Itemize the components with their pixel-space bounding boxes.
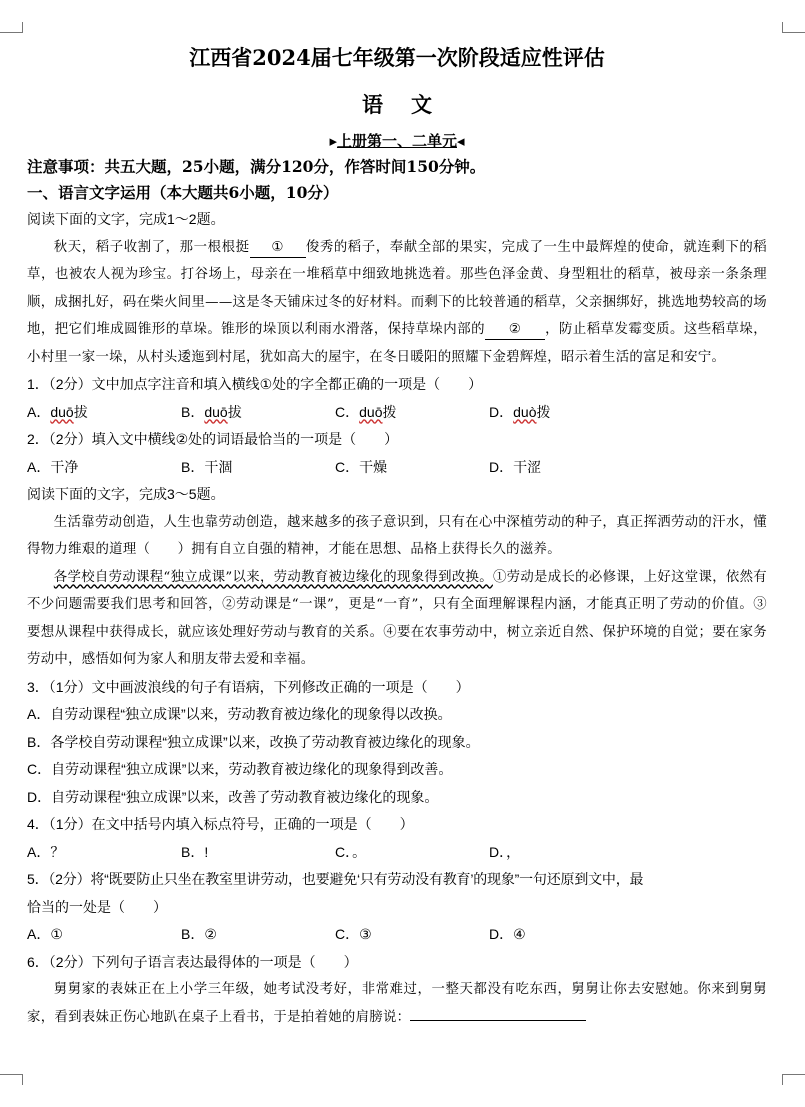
scope-text: 上册第一、二单元 bbox=[336, 132, 457, 150]
option-b: B．duō拔 bbox=[181, 403, 242, 420]
exam-page bbox=[27, 40, 767, 1031]
option-a: A．干净 bbox=[27, 458, 79, 475]
reading-intro-1: 阅读下面的文字，完成1～2题。 bbox=[27, 211, 225, 227]
wavy-sentence: 各学校自劳动课程“独立成课”以来，劳动教育被边缘化的现象得到改换。 bbox=[53, 569, 493, 585]
option-b: B．! bbox=[181, 843, 209, 860]
option-d: D．④ bbox=[489, 926, 526, 942]
option-d: D．， bbox=[489, 843, 521, 860]
exam-scope: ▸上册第一、二单元◂ bbox=[329, 132, 465, 150]
question-2-options bbox=[27, 454, 767, 482]
passage-1: 秋天，稻子收割了，那一根根挺 ① 俊秀的稻子，奉献全部的果实，完成了一生中最辉煌的使命，就连剩下的稻草，也被农人视为珍宝。打谷场上，母亲在一堆稻草中细致地挑选着。那些色泽金黄、身型粗壮的稻草，被母亲一条条理顺，成捆扎好，码在柴火间里——这是冬天铺床过冬的好材料。而剩下的比较普通的稻草，父亲捆绑好，挑选地势较高的场地，把它们堆成圆锥形的草垛。锥形的垛顶以利雨水滑落，保持草垛内部的 ② ，防止稻草发霉变质。这些稻草垛，小村里一家一垛，从村头逶迤到村尾，犹如高大的屋宇，在冬日暖阳的照耀下金碧辉煌，昭示着生活的富足和安宁。 bbox=[27, 239, 767, 365]
question-1-stem: 1．（2分）文中加点字注音和填入横线①处的字全都正确的一项是（ ） bbox=[27, 376, 483, 392]
question-1-options bbox=[27, 399, 767, 427]
crop-mark-top-left bbox=[0, 22, 23, 33]
blank-2: ② bbox=[485, 321, 545, 340]
question-2-stem: 2．（2分）填入文中横线②处的词语最恰当的一项是（ ） bbox=[27, 431, 399, 447]
option-a: A．自劳动课程“独立成课”以来，劳动教育被边缘化的现象得以改换。 bbox=[27, 706, 452, 722]
section-heading: 一、语言文字运用（本大题共6小题，10分） bbox=[27, 183, 339, 202]
crop-mark-bottom-right bbox=[782, 1074, 805, 1085]
option-c: C．干燥 bbox=[335, 458, 388, 475]
option-b: B．② bbox=[181, 926, 217, 942]
option-c: C．。 bbox=[335, 843, 367, 860]
option-a: A．？ bbox=[27, 843, 65, 860]
option-b: B．各学校自劳动课程“独立成课”以来，改换了劳动教育被边缘化的现象。 bbox=[27, 733, 480, 750]
option-d: D．干涩 bbox=[489, 458, 542, 475]
question-4-stem: 4．（1分）在文中括号内填入标点符号，正确的一项是（ ） bbox=[27, 816, 414, 832]
option-a: A．① bbox=[27, 926, 63, 942]
notice: 注意事项：共五大题，25小题，满分120分，作答时间150分钟。 bbox=[27, 157, 486, 176]
passage-2-paragraph-2: 各学校自劳动课程“独立成课”以来，劳动教育被边缘化的现象得到改换。①劳动是成长的必修课，上好这堂课，依然有不少问题需要我们思考和回答，②劳动课是“一课”，更是“一育”，只有全面理解课程内涵，才能真正明了劳动的价值。③要想从课程中获得成长，就应该处理好劳动与教育的关系。④要在农事劳动中，树立亲近自然、保护环境的自觉；要在家务劳动中，感悟如何为家人和朋友带去爱和幸福。 bbox=[27, 569, 767, 667]
option-d: D．duò拨 bbox=[489, 403, 551, 420]
blank-1: ① bbox=[250, 239, 306, 258]
question-6-scenario: 舅舅家的表妹正在上小学三年级，她考试没考好，非常难过，一整天都没有吃东西，舅舅让你去安慰她。你来到舅舅家，看到表妹正伤心地趴在桌子上看书，于是拍着她的肩膀说： bbox=[27, 982, 767, 1025]
reading-intro-2: 阅读下面的文字，完成3～5题。 bbox=[27, 486, 225, 502]
question-5-stem-line-2: 恰当的一处是（ ） bbox=[27, 898, 167, 915]
question-5-stem-line-1: 5．（2分）将“既要防止只坐在教室里讲劳动，也要避免‘只有劳动没有教育’的现象”一句还原到文中，最 bbox=[27, 871, 644, 887]
question-4-options bbox=[27, 839, 767, 867]
exam-title: 江西省2024届七年级第一次阶段适应性评估 bbox=[189, 45, 605, 70]
option-c: C．自劳动课程“独立成课”以来，劳动教育被边缘化的现象得到改善。 bbox=[27, 761, 453, 777]
option-a: A．duō拔 bbox=[27, 403, 88, 420]
option-d: D．自劳动课程“独立成课”以来，改善了劳动教育被边缘化的现象。 bbox=[27, 788, 439, 805]
option-c: C．③ bbox=[335, 926, 372, 942]
crop-mark-top-right bbox=[782, 22, 805, 33]
crop-mark-bottom-left bbox=[0, 1074, 23, 1085]
option-b: B．干涸 bbox=[181, 458, 233, 475]
question-6-stem: 6．（2分）下列句子语言表达最得体的一项是（ ） bbox=[27, 953, 358, 970]
option-c: C．duō拨 bbox=[335, 403, 397, 420]
question-5-options bbox=[27, 921, 767, 949]
answer-blank bbox=[410, 1004, 586, 1021]
question-3-stem: 3．（1分）文中画波浪线的句子有语病，下列修改正确的一项是（ ） bbox=[27, 678, 470, 695]
passage-2-paragraph-1: 生活靠劳动创造，人生也靠劳动创造，越来越多的孩子意识到，只有在心中深植劳动的种子，真正挥洒劳动的汗水，懂得物力维艰的道理（ ）拥有自立自强的精神，才能在思想、品格上获得长久的滋养。 bbox=[27, 514, 767, 557]
subject-title: 语文 bbox=[362, 92, 460, 117]
